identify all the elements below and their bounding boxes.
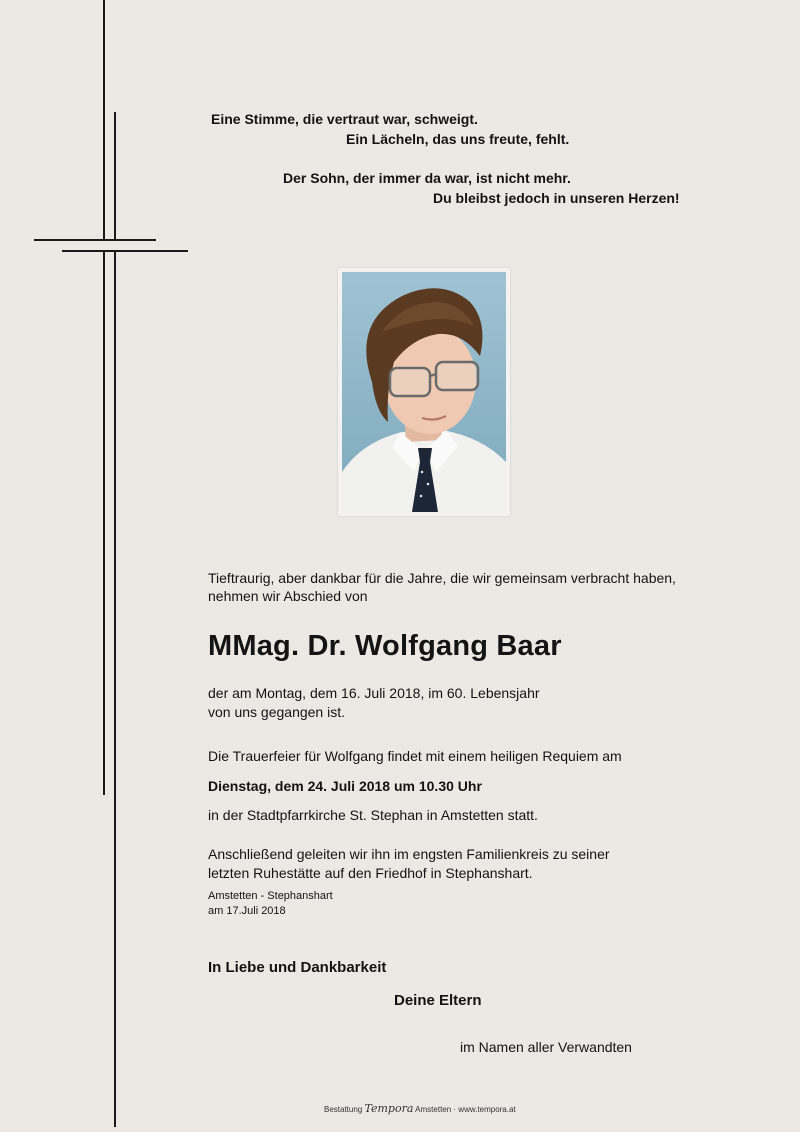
verse-line-1: Eine Stimme, die vertraut war, schweigt. [211, 111, 478, 127]
closing-signers: Deine Eltern [394, 992, 482, 1009]
closing-line-1: In Liebe und Dankbarkeit [208, 959, 387, 976]
verse-line-2: Ein Lächeln, das uns freute, fehlt. [346, 131, 570, 147]
death-info-line-1: der am Montag, dem 16. Juli 2018, im 60. Lebensjahr [208, 685, 540, 701]
deceased-name: MMag. Dr. Wolfgang Baar [208, 630, 562, 662]
footer-brand-logo: Tempora [364, 1102, 414, 1115]
burial-line-1: Anschließend geleiten wir ihn im engsten Familienkreis zu seiner [208, 846, 610, 862]
funeral-line-1: Die Trauerfeier für Wolfgang findet mit einem heiligen Requiem am [208, 748, 622, 764]
portrait-photo [338, 268, 510, 516]
place: Amstetten - Stephanshart [208, 890, 333, 902]
footer [324, 1104, 516, 1115]
funeral-line-3: in der Stadtpfarrkirche St. Stephan in Amstetten statt. [208, 807, 538, 823]
intro-line-2: nehmen wir Abschied von [208, 588, 368, 604]
closing-line-3: im Namen aller Verwandten [460, 1039, 632, 1055]
footer-suffix: Amstetten · www.tempora.at [415, 1105, 516, 1114]
verse-line-4: Du bleibst jedoch in unseren Herzen! [433, 190, 680, 206]
death-info-line-2: von uns gegangen ist. [208, 704, 345, 720]
burial-line-2: letzten Ruhestätte auf den Friedhof in Stephanshart. [208, 865, 533, 881]
verse-line-3: Der Sohn, der immer da war, ist nicht mehr. [283, 170, 571, 186]
intro-line-1: Tieftraurig, aber dankbar für die Jahre, die wir gemeinsam verbracht haben, [208, 570, 676, 586]
date: am 17.Juli 2018 [208, 905, 286, 917]
funeral-date-time: Dienstag, dem 24. Juli 2018 um 10.30 Uhr [208, 778, 482, 794]
footer-prefix: Bestattung [324, 1105, 363, 1114]
